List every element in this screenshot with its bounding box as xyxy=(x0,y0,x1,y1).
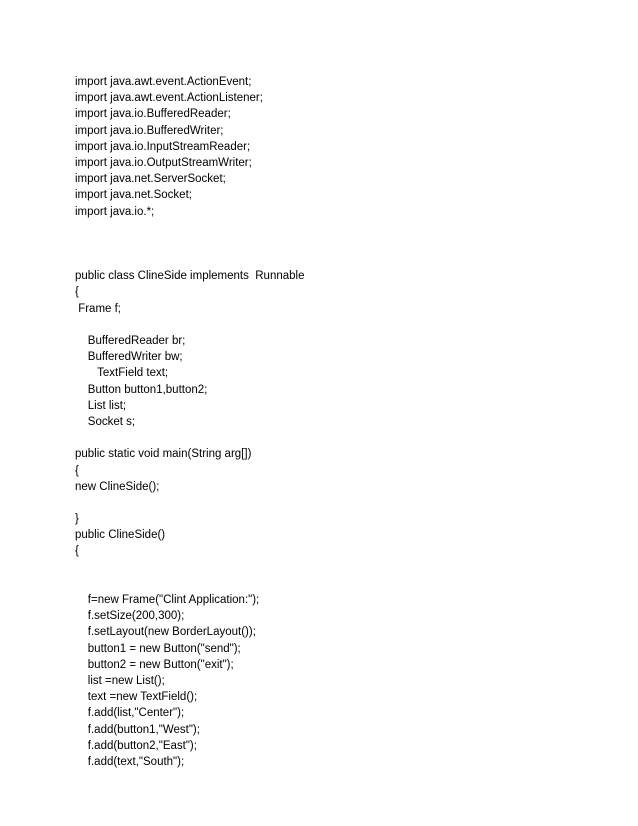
code-line: import java.io.BufferedReader; xyxy=(75,108,231,121)
code-line: new ClineSide(); xyxy=(75,480,160,493)
code-line: BufferedReader br; xyxy=(75,335,186,347)
code-line: button2 = new Button("exit"); xyxy=(75,658,234,671)
code-line xyxy=(75,220,615,236)
code-line: import java.net.Socket; xyxy=(75,189,192,202)
code-line xyxy=(75,495,615,511)
code-line: { xyxy=(75,545,79,558)
code-line: public static void main(String arg[]) xyxy=(75,448,252,461)
code-line xyxy=(75,430,615,446)
code-line: text =new TextField(); xyxy=(75,691,198,704)
code-line: BufferedWriter bw; xyxy=(75,351,183,364)
code-line xyxy=(75,576,615,592)
code-line: import java.io.*; xyxy=(75,205,155,218)
code-line xyxy=(75,252,615,268)
code-line: { xyxy=(75,286,79,299)
code-line: import java.net.ServerSocket; xyxy=(75,173,226,186)
code-line xyxy=(75,317,615,333)
code-line: f.add(button1,"West"); xyxy=(75,723,200,736)
code-line: { xyxy=(75,464,79,477)
code-line xyxy=(75,236,615,252)
code-line: f=new Frame("Clint Application:"); xyxy=(75,594,260,606)
code-line: f.add(text,"South"); xyxy=(75,755,185,768)
code-line: import java.awt.event.ActionEvent; xyxy=(75,76,252,88)
code-line: } xyxy=(75,513,79,526)
code-line: f.add(list,"Center"); xyxy=(75,707,185,720)
code-line: f.add(button2,"East"); xyxy=(75,739,197,752)
code-line: List list; xyxy=(75,399,127,412)
code-line: f.setSize(200,300); xyxy=(75,610,185,623)
code-line: Button button1,button2; xyxy=(75,383,208,396)
code-line: import java.io.OutputStreamWriter; xyxy=(75,156,252,169)
code-line: import java.io.BufferedWriter; xyxy=(75,124,224,137)
code-listing xyxy=(75,74,615,770)
code-line: Socket s; xyxy=(75,415,136,428)
code-line: TextField text; xyxy=(75,367,169,380)
code-line xyxy=(75,560,615,576)
code-line: public ClineSide() xyxy=(75,529,166,542)
code-line: list =new List(); xyxy=(75,674,165,687)
code-line: f.setLayout(new BorderLayout()); xyxy=(75,626,256,639)
code-line: import java.io.InputStreamReader; xyxy=(75,140,251,153)
code-line: public class ClineSide implements Runnable xyxy=(75,270,305,283)
code-line: import java.awt.event.ActionListener; xyxy=(75,92,263,105)
code-line: button1 = new Button("send"); xyxy=(75,642,241,655)
code-line: Frame f; xyxy=(75,302,122,315)
